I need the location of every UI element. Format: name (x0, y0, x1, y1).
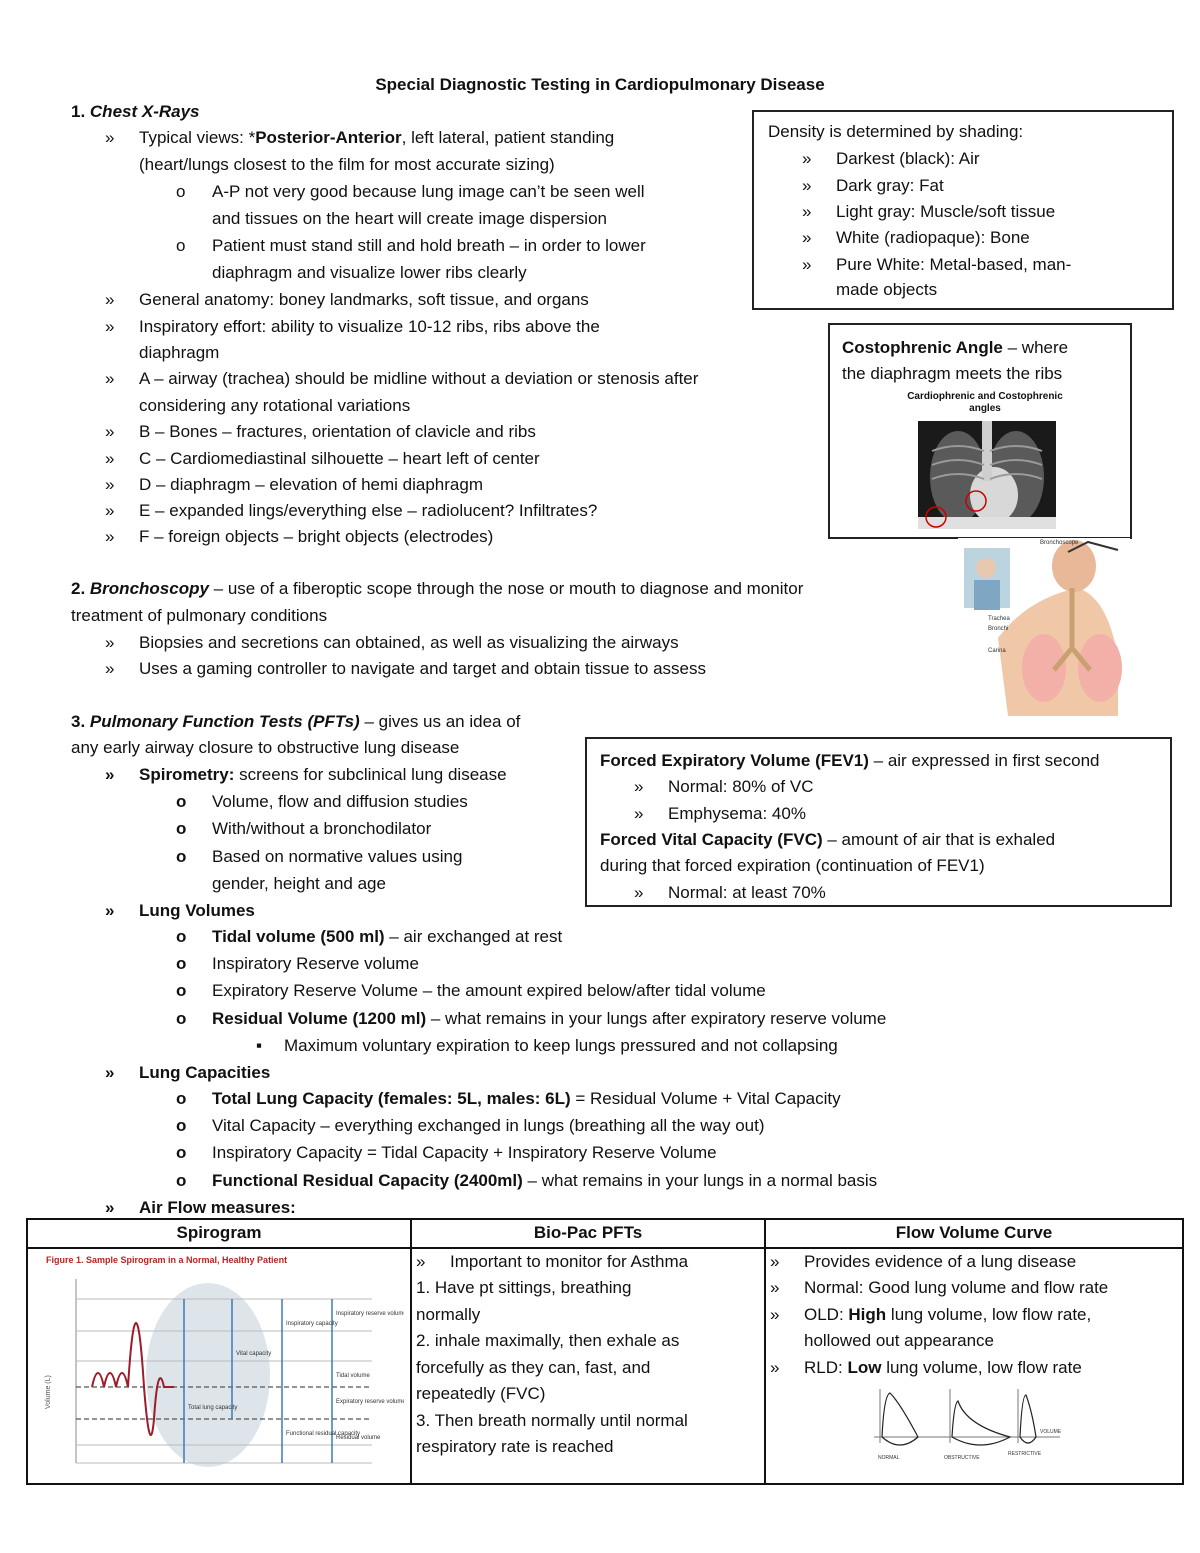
list-item: » Air Flow measures: (105, 1198, 296, 1217)
fev-heading: Forced Expiratory Volume (FEV1) – air expressed in first second (600, 751, 1100, 770)
list-item: » Normal: at least 70% (634, 883, 826, 902)
list-item: » RLD: Low lung volume, low flow rate (770, 1357, 1082, 1377)
list-item: » Lung Volumes (105, 901, 255, 920)
curve-label: RESTRICTIVE (1008, 1451, 1042, 1457)
list-item: » Important to monitor for Asthma (416, 1251, 689, 1271)
flow-volume-cell (765, 1248, 1183, 1485)
spirogram-image (32, 1249, 404, 1475)
list-item: » Normal: 80% of VC (634, 777, 814, 796)
list-item: » Light gray: Muscle/soft tissue (802, 202, 1056, 221)
step-3-cont: respiratory rate is reached (416, 1437, 614, 1456)
sub-item: o Expiratory Reserve Volume – the amount expired below/after tidal volume (176, 981, 766, 1000)
bronch-label: Bronchi (988, 626, 1009, 632)
curve-label: VOLUME (1040, 1429, 1062, 1435)
list-item-cont: hollowed out appearance (804, 1331, 994, 1350)
list-item: » B – Bones – fractures, orientation of clavicle and ribs (105, 422, 536, 441)
spirogram-title: Figure 1. Sample Spirogram in a Normal, Healthy Patient (46, 1254, 288, 1265)
xray-caption: Cardiophrenic and Costophrenic angles (907, 391, 1063, 414)
list-item: » Typical views: *Posterior-Anterior, left lateral, patient standing (105, 128, 615, 147)
list-item: » E – expanded lings/everything else – radiolucent? Infiltrates? (105, 501, 598, 520)
step-2-cont: repeatedly (FVC) (416, 1384, 546, 1403)
table-header-flow-volume: Flow Volume Curve (765, 1219, 1183, 1248)
list-item-cont: considering any rotational variations (139, 396, 411, 415)
list-item: » Uses a gaming controller to navigate and target and obtain tissue to assess (105, 659, 707, 678)
sub-item: o Residual Volume (1200 ml) – what remains in your lungs after expiratory reserve volume (176, 1009, 887, 1028)
sub-item: o Volume, flow and diffusion studies (176, 792, 468, 811)
list-item: » Normal: Good lung volume and flow rate (770, 1278, 1109, 1297)
step-1-cont: normally (416, 1304, 481, 1324)
spirogram-label: Inspiratory reserve volume (336, 1310, 404, 1317)
list-item: » Dark gray: Fat (802, 176, 944, 195)
sub-item: o Vital Capacity – everything exchanged in lungs (breathing all the way out) (176, 1116, 765, 1135)
sub-item: o Total Lung Capacity (females: 5L, males: 6L) = Residual Volume + Vital Capacity (176, 1089, 841, 1108)
spirogram-label: Tidal volume (336, 1372, 370, 1379)
spirogram-ylabel: Volume (L) (45, 1374, 52, 1409)
costophrenic-text: Costophrenic Angle – where (842, 338, 1069, 357)
section-3-text: any early airway closure to obstructive lung disease (71, 738, 460, 757)
sub-item-cont: gender, height and age (212, 874, 386, 893)
spirogram-label: Inspiratory capacity (286, 1320, 338, 1327)
sub-item: o Functional Residual Capacity (2400ml) – what remains in your lungs in a normal basis (176, 1171, 878, 1190)
flow-volume-curves (840, 1381, 1070, 1469)
list-item: » Inspiratory effort: ability to visualize 10-12 ribs, ribs above the (105, 317, 600, 336)
list-item: » Lung Capacities (105, 1063, 271, 1082)
table-header-biopac: Bio-Pac PFTs (411, 1219, 765, 1248)
list-item: » C – Cardiomediastinal silhouette – heart left of center (105, 449, 540, 468)
sub-item: o Tidal volume (500 ml) – air exchanged at rest (176, 927, 563, 946)
spirogram-label: Expiratory reserve volume (336, 1398, 404, 1405)
bronchoscopy-image (958, 538, 1130, 716)
list-item: » Spirometry: screens for subclinical lung disease (105, 765, 507, 784)
density-heading: Density is determined by shading: (768, 122, 1024, 141)
list-item: » General anatomy: boney landmarks, soft tissue, and organs (105, 290, 589, 309)
step-3: 3. Then breath normally until normal (416, 1410, 688, 1430)
list-item: » Pure White: Metal-based, man- (802, 255, 1072, 274)
list-item-cont: (heart/lungs closest to the film for most accurate sizing) (139, 155, 555, 174)
section-3-heading: 3. Pulmonary Function Tests (PFTs) – gives us an idea of (71, 712, 521, 731)
fev-box (585, 737, 1172, 907)
list-item: » Emphysema: 40% (634, 804, 806, 823)
sub-item-cont: and tissues on the heart will create image dispersion (212, 209, 607, 228)
costophrenic-text-cont: the diaphragm meets the ribs (842, 364, 1063, 383)
costophrenic-box (828, 323, 1132, 539)
list-item: » Provides evidence of a lung disease (770, 1251, 1077, 1271)
spirogram-label: Residual volume (336, 1434, 381, 1441)
curve-label: OBSTRUCTIVE (944, 1455, 980, 1461)
section-1-heading: 1. Chest X-Rays (71, 102, 200, 121)
sub-item: o With/without a bronchodilator (176, 819, 432, 838)
sub-item-cont: diaphragm and visualize lower ribs clearly (212, 263, 527, 282)
spirogram-label: Functional residual capacity (286, 1430, 361, 1437)
sub-item: o Patient must stand still and hold breath – in order to lower (176, 236, 646, 255)
sub-item: o Inspiratory Capacity = Tidal Capacity + Inspiratory Reserve Volume (176, 1143, 717, 1162)
bronch-label: Trachea (988, 616, 1010, 622)
sub-sub-item: ▪ Maximum voluntary expiration to keep lungs pressured and not collapsing (256, 1036, 838, 1055)
list-item: » F – foreign objects – bright objects (electrodes) (105, 527, 494, 546)
list-item: » Darkest (black): Air (802, 149, 980, 168)
list-item: » Biopsies and secretions can obtained, as well as visualizing the airways (105, 633, 679, 652)
list-item: » OLD: High lung volume, low flow rate, (770, 1304, 1092, 1324)
bronch-label: Bronchoscope (1040, 540, 1079, 546)
list-item: » A – airway (trachea) should be midline without a deviation or stenosis after (105, 369, 699, 388)
list-item-cont: diaphragm (139, 343, 220, 362)
list-item: » White (radiopaque): Bone (802, 228, 1030, 247)
sub-item: o Based on normative values using (176, 847, 463, 866)
step-1: 1. Have pt sittings, breathing (416, 1278, 632, 1297)
list-item-cont: made objects (836, 280, 938, 299)
spirogram-label: Total lung capacity (188, 1404, 238, 1411)
fvc-heading: Forced Vital Capacity (FVC) – amount of air that is exhaled (600, 830, 1056, 849)
page-title: Special Diagnostic Testing in Cardiopulmonary Disease (375, 75, 825, 94)
section-2-heading: 2. Bronchoscopy – use of a fiberoptic scope through the nose or mouth to diagnose and monitor (71, 579, 804, 598)
chest-xray-image (918, 421, 1056, 529)
table-header-spirogram: Spirogram (27, 1219, 411, 1248)
list-item: » D – diaphragm – elevation of hemi diaphragm (105, 475, 483, 494)
airflow-table (26, 1218, 1184, 1485)
step-2-cont: forcefully as they can, fast, and (416, 1357, 651, 1377)
fvc-text: during that forced expiration (continuation of FEV1) (600, 856, 985, 875)
sub-item: o A-P not very good because lung image can’t be seen well (176, 182, 645, 201)
spirogram-cell (27, 1248, 411, 1485)
biopac-cell (411, 1248, 765, 1485)
curve-label: NORMAL (878, 1455, 900, 1461)
density-box (752, 110, 1174, 310)
bronch-label: Carina (988, 648, 1006, 654)
step-2: 2. inhale maximally, then exhale as (416, 1331, 680, 1350)
section-2-text: treatment of pulmonary conditions (71, 606, 328, 625)
spirogram-label: Vital capacity (236, 1350, 272, 1357)
sub-item: o Inspiratory Reserve volume (176, 954, 419, 973)
